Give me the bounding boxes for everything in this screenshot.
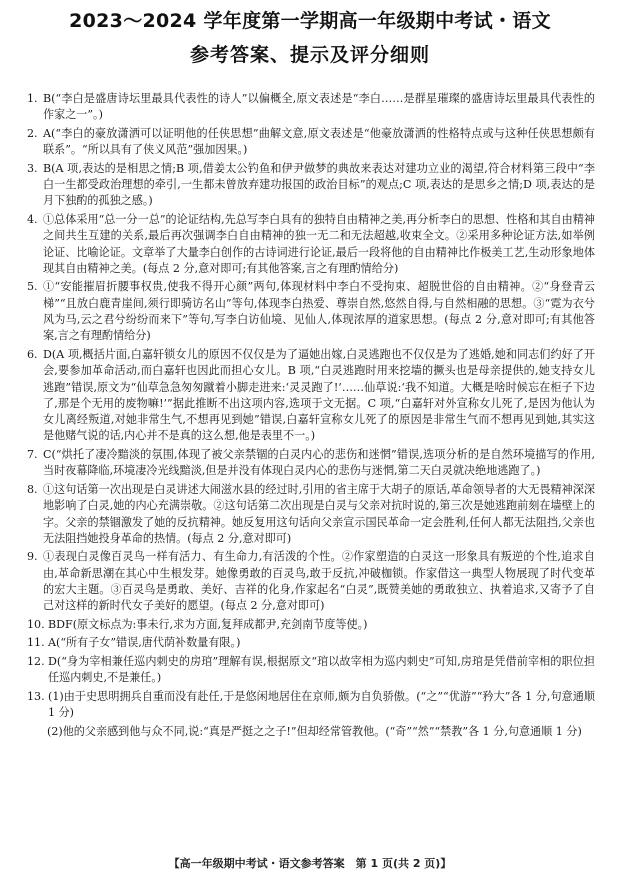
item-text: B(“李白是盛唐诗坛里最具代表性的诗人”以偏概全,原文表述是“李白……是群星璀璨的盛唐诗坛里最具代表性的作家之一”。) bbox=[43, 92, 595, 122]
answer-item-3 bbox=[27, 161, 595, 210]
answer-item-1 bbox=[27, 91, 595, 124]
item-text: (2)他的父亲感到他与众不同,说:“真是严挺之之子!”但却经常管教他。(“奇”“然”“禁教”各 1 分,句意通顺 1 分) bbox=[47, 724, 582, 738]
answer-item-8 bbox=[27, 482, 595, 547]
page-footer: 【高一年级期中考试・语文参考答案 第 1 页(共 2 页)】 bbox=[168, 857, 452, 870]
answer-item-7 bbox=[27, 447, 595, 480]
item-number: 2. bbox=[27, 126, 38, 140]
item-number: 6. bbox=[27, 347, 38, 361]
answer-item-2 bbox=[27, 126, 595, 159]
item-number: 9. bbox=[27, 550, 38, 564]
item-text: B(A 项,表达的是相思之情;B 项,借姜太公钓鱼和伊尹做梦的典故来表达对建功立业的渴望,符合材料第三段中“李白一生都受政治理想的牵引,一生都未曾放弃建功报国的政治目标”的观点;C 项,表达的是思乡之情;D 项,表达的是月下独酌的孤独之感。) bbox=[43, 161, 595, 208]
exam-subtitle: 参考答案、提示及评分细则 bbox=[189, 44, 430, 66]
item-text: A(“所有子女”错误,唐代荫补数量有限。) bbox=[48, 636, 241, 650]
item-number: 1. bbox=[27, 92, 38, 105]
item-number: 7. bbox=[27, 448, 38, 462]
answer-item-4 bbox=[27, 212, 595, 277]
item-number: 8. bbox=[27, 482, 38, 496]
item-number: 5. bbox=[27, 280, 38, 294]
answer-list bbox=[27, 91, 595, 742]
item-number: 3. bbox=[27, 161, 38, 175]
item-text: ①“安能摧眉折腰事权贵,使我不得开心颜”两句,体现材料中李白不受拘束、超脱世俗的自由精神。②“身登青云梯”“且放白鹿青崖间,须行即骑访名山”等句,体现李白热爱、尊崇自然,悠然自得,与自然相融的思想。③“霓为衣兮风为马,云之君兮纷纷而来下”等句,写李白访仙境、见仙人,体现浓厚的道家思想。(每点 2 分,意对即可;有其他答案,言之有理酌情给分) bbox=[43, 280, 595, 343]
item-text: D(A 项,概括片面,白嘉轩锁女儿的原因不仅仅是为了逼她出嫁,白灵逃跑也不仅仅是为了逃婚,她和同志们约好了开会,要参加革命活动,而白嘉轩也因此而担心女儿。B 项,“白灵逃跑时用来挖墙的撅头也是母亲提供的,她支持女儿逃跑”错误,原文为“仙草急急匆匆蹴着小脚走进来:‘灵灵跑了!’……仙草说:‘我不知道。大概是啥时候忘在柜子下边了,那是个无用的废物嘛!’”据此推断不出这项内容,选项于文无据。C 项,“白嘉轩对外宣称女儿死了,是因为他认为女儿离经叛道,对她非常生气,不想再见到她”错误,白嘉轩宣称女儿死了的原因是非常生气而不想再见到她,其实这是他赌气说的话,内心并不是真的这么想,他是表里不一。) bbox=[43, 347, 595, 443]
item-text: BDF(原文标点为:事未行,求为方面,复拜成都尹,充剑南节度等使。) bbox=[48, 617, 368, 631]
item-text: ①这句话第一次出现是白灵讲述大闹滋水县的经过时,引用的省主席于大胡子的原话,革命领导者的大无畏精神深深地影响了白灵,她的内心充满崇敬。②这句话第二次出现是白灵与父亲对抗时说的,第三次是她逃跑前刻在墙壁上的字。父亲的禁锢激发了她的反抗精神。她反复用这句话向父亲宣示国民革命一定会胜利,任何人都无法阻挡,父亲也无法阻挡她投身革命的热情。(每点 2 分,意对即可) bbox=[43, 482, 595, 545]
answer-item-6 bbox=[27, 347, 595, 445]
item-number: 4. bbox=[27, 212, 38, 226]
item-text: (1)由于史思明拥兵自重而没有赴任,于是悠闲地居住在京师,颇为自负骄傲。(“之”“优游”“矜大”各 1 分,句意通顺 1 分) bbox=[48, 689, 595, 720]
item-text: C(“烘托了凄冷黯淡的氛围,体现了被父亲禁锢的白灵内心的悲伤和迷惘”错误,选项分析的是自然环境描写的作用,当时夜幕降临,环境凄冷光线黯淡,但是并没有体现白灵内心的悲伤与迷惘,第二天白灵就决绝地逃跑了。) bbox=[43, 448, 595, 478]
item-text: D(“身为宰相兼任巡内刺史的房琯”理解有误,根据原文“琯以故宰相为巡内刺史”可知,房琯是凭借前宰相的职位担任巡内刺史,不是兼任。) bbox=[48, 655, 595, 685]
answer-item-13-part-2 bbox=[27, 724, 595, 740]
answer-item-13 bbox=[27, 689, 595, 722]
item-number: 13. bbox=[27, 689, 45, 703]
answer-item-9 bbox=[27, 549, 595, 614]
item-number: 12. bbox=[27, 655, 45, 669]
item-text: A(“李白的豪放潇洒可以证明他的任侠思想”曲解文意,原文表述是“他豪放潇洒的性格特点或与这种任侠思想颇有联系”。“所以具有了侠义风范”强加因果。) bbox=[43, 126, 595, 157]
answer-item-5 bbox=[27, 279, 595, 344]
item-text: ①表现白灵像百灵鸟一样有活力、有生命力,有活泼的个性。②作家塑造的白灵这一形象具有叛逆的个性,追求自由,革命新思潮在其心中生根发芽。她像勇敢的百灵鸟,敢于反抗,冲破枷锁。作家借这一典型人物展现了时代变革的宏大主题。③百灵鸟是勇敢、美好、吉祥的化身,作家起名“白灵”,既赞美她的勇敢独立、执着追求,又寄予了自己对这样的新时代女子美好的愿望。(每点 2 分,意对即可) bbox=[43, 550, 595, 613]
item-number: 10. bbox=[27, 617, 45, 631]
exam-title: 2023～2024 学年度第一学期高一年级期中考试・语文 bbox=[69, 10, 551, 32]
answer-item-10 bbox=[27, 617, 595, 633]
item-number: 11. bbox=[27, 636, 45, 650]
answer-item-12 bbox=[27, 654, 595, 687]
answer-item-11 bbox=[27, 635, 595, 651]
item-text: ①总体采用“总一分一总”的论证结构,先总写李白具有的独特自由精神之美,再分析李白的思想、性格和其自由精神之间共生互建的关系,最后再次强调李白自由精神的独一无二和无法超越,收束全文。②采用多种论证方法,如举例论证、比喻论证。文章举了大量李白创作的古诗词进行论证,最后一段将他的自由精神比作极美工艺,生动形象地体现其自由精神之美。(每点 2 分,意对即可;有其他答案,言之有理酌情给分) bbox=[43, 212, 595, 275]
